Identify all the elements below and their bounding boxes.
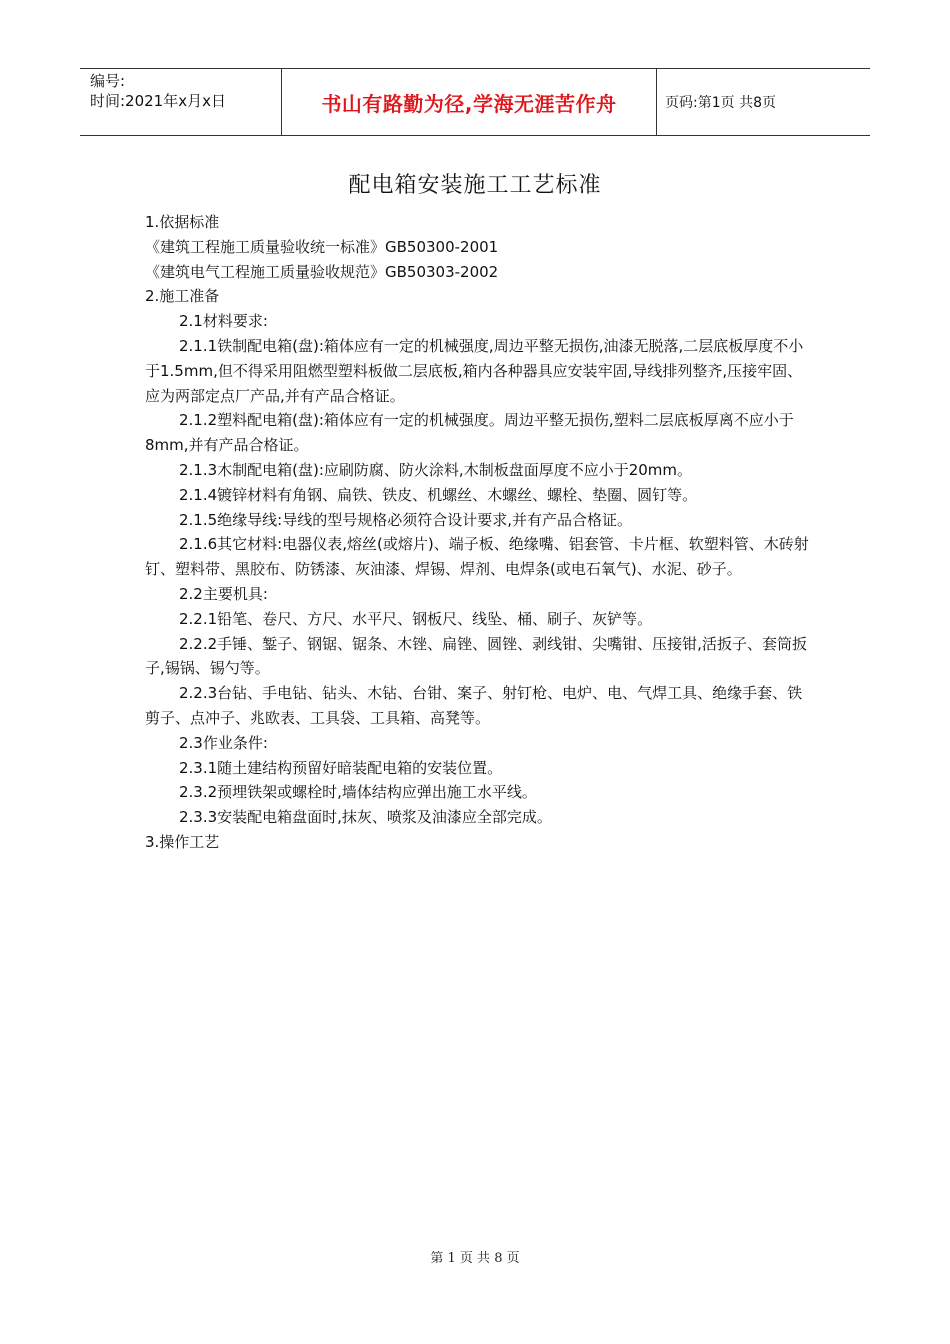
paragraph: 2.3.3安装配电箱盘面时,抹灰、喷浆及油漆应全部完成。 [179,808,552,827]
reference-standard: 《建筑工程施工质量验收统一标准》GB50300-2001 [145,237,499,256]
doc-number-label: 编号: [90,72,126,90]
paragraph: 2.1.1铁制配电箱(盘):箱体应有一定的机械强度,周边平整无损伤,油漆无脱落,二层底板厚度不小于1.5mm,但不得采用阻燃型塑料板做二层底板,箱内各种器具应安装牢固,导线排列整齐,压接牢固、应为两部定点厂产品,并有产品合格证。 [145,336,804,405]
paragraph: 2.3.1随土建结构预留好暗装配电箱的安装位置。 [179,758,503,777]
header-motto-cell [282,69,657,135]
paragraph: 2.1.5绝缘导线:导线的型号规格必须符合设计要求,并有产品合格证。 [179,510,632,529]
subsection-heading: 2.1材料要求: [179,312,268,331]
page-indicator: 页码:第1页 共8页 [665,95,776,111]
paragraph: 2.1.3木制配电箱(盘):应刷防腐、防火涂料,木制板盘面厚度不应小于20mm。 [179,460,693,479]
section-heading: 3.操作工艺 [145,832,220,851]
section-heading: 2.施工准备 [145,287,220,306]
reference-standard: 《建筑电气工程施工质量验收规范》GB50303-2002 [145,262,499,281]
paragraph: 2.2.2手锤、錾子、钢锯、锯条、木锉、扁锉、圆锉、剥线钳、尖嘴钳、压接钳,活扳子、套筒扳子,锡锅、锡勺等。 [145,634,807,678]
paragraph: 2.3.2预埋铁架或螺栓时,墙体结构应弹出施工水平线。 [179,783,537,802]
subsection-heading: 2.3作业条件: [179,733,268,752]
subsection-heading: 2.2主要机具: [179,584,268,603]
header-meta-cell [80,69,282,135]
page-title: 配电箱安装施工工艺标准 [348,173,602,198]
doc-time-label: 时间:2021年x月x日 [90,92,226,110]
header-table [80,68,870,136]
paragraph: 2.2.3台钻、手电钻、钻头、木钻、台钳、案子、射钉枪、电炉、电、气焊工具、绝缘手套、铁剪子、点冲子、兆欧表、工具袋、工具箱、高凳等。 [145,684,803,727]
page-footer: 第 1 页 共 8 页 [430,1251,520,1266]
paragraph: 2.1.4镀锌材料有角钢、扁铁、铁皮、机螺丝、木螺丝、螺栓、垫圈、圆钉等。 [179,485,698,504]
paragraph: 2.1.6其它材料:电器仪表,熔丝(或熔片)、端子板、绝缘嘴、铝套管、卡片框、软塑料管、木砖射钉、塑料带、黑胶布、防锈漆、灰油漆、焊锡、焊剂、电焊条(或电石氧气)、水泥、砂子。 [145,535,809,579]
document-body [145,210,810,855]
section-heading: 1.依据标准 [145,213,220,231]
paragraph: 2.2.1铅笔、卷尺、方尺、水平尺、钢板尺、线坠、桶、刷子、灰铲等。 [179,609,653,628]
motto-text: 书山有路勤为径,学海无涯苦作舟 [321,91,617,116]
header-page-cell [657,69,870,135]
paragraph: 2.1.2塑料配电箱(盘):箱体应有一定的机械强度。周边平整无损伤,塑料二层底板厚离不应小于8mm,并有产品合格证。 [145,411,794,455]
